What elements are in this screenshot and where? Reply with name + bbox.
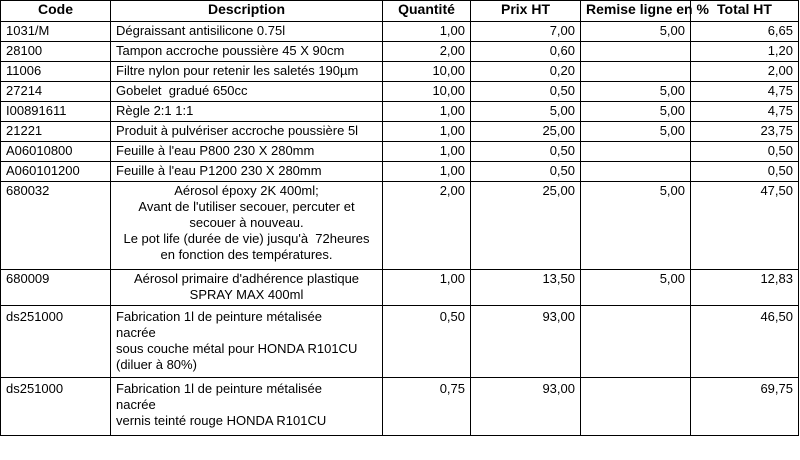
cell-remise: 5,00: [581, 102, 691, 122]
table-row: [1, 306, 799, 378]
cell-code: A060101200: [1, 162, 111, 182]
cell-quantite: 0,50: [383, 306, 471, 378]
cell-description: Filtre nylon pour retenir les saletés 190µm: [111, 62, 383, 82]
header-quantite: Quantité: [383, 1, 471, 22]
header-prix: Prix HT: [471, 1, 581, 22]
cell-description: Feuille à l'eau P1200 230 X 280mm: [111, 162, 383, 182]
table-row: [1, 142, 799, 162]
cell-code: ds251000: [1, 378, 111, 436]
cell-code: 680032: [1, 182, 111, 270]
cell-quantite: 10,00: [383, 82, 471, 102]
header-row: [1, 1, 799, 22]
description-line: vernis teinté rouge HONDA R101CU: [116, 413, 327, 428]
cell-description: [111, 270, 383, 306]
table-row: [1, 62, 799, 82]
cell-prix: 13,50: [471, 270, 581, 306]
table-row: [1, 270, 799, 306]
cell-total: 23,75: [691, 122, 799, 142]
description-line: SPRAY MAX 400ml: [189, 287, 304, 302]
cell-remise: 5,00: [581, 82, 691, 102]
cell-prix: 0,50: [471, 142, 581, 162]
cell-description: Feuille à l'eau P800 230 X 280mm: [111, 142, 383, 162]
description-line: Aérosol primaire d'adhérence plastique: [133, 271, 360, 286]
cell-code: 27214: [1, 82, 111, 102]
cell-prix: 7,00: [471, 22, 581, 42]
cell-code: 21221: [1, 122, 111, 142]
description-line: (diluer à 80%): [116, 357, 197, 372]
table-row: [1, 378, 799, 436]
cell-code: A06010800: [1, 142, 111, 162]
cell-quantite: 1,00: [383, 142, 471, 162]
cell-remise: [581, 306, 691, 378]
description-line: Avant de l'utiliser secouer, percuter et: [138, 199, 355, 214]
cell-total: 12,83: [691, 270, 799, 306]
description-line: Fabrication 1l de peinture métalisée: [116, 309, 322, 324]
cell-remise: [581, 142, 691, 162]
cell-total: 46,50: [691, 306, 799, 378]
cell-remise: 5,00: [581, 270, 691, 306]
cell-total: 4,75: [691, 82, 799, 102]
cell-remise: 5,00: [581, 182, 691, 270]
cell-prix: 25,00: [471, 122, 581, 142]
cell-prix: 0,50: [471, 162, 581, 182]
cell-remise: [581, 42, 691, 62]
cell-description: Produit à pulvériser accroche poussière 5l: [111, 122, 383, 142]
header-total: Total HT: [691, 1, 799, 22]
cell-prix: 0,60: [471, 42, 581, 62]
description-line: nacrée: [116, 397, 156, 412]
cell-prix: 0,50: [471, 82, 581, 102]
description-line: sous couche métal pour HONDA R101CU: [116, 341, 358, 356]
cell-quantite: 0,75: [383, 378, 471, 436]
cell-code: 1031/M: [1, 22, 111, 42]
cell-quantite: 1,00: [383, 162, 471, 182]
cell-remise: [581, 62, 691, 82]
cell-quantite: 1,00: [383, 122, 471, 142]
header-description: Description: [111, 1, 383, 22]
cell-code: 680009: [1, 270, 111, 306]
cell-description: [111, 182, 383, 270]
cell-quantite: 10,00: [383, 62, 471, 82]
cell-prix: 93,00: [471, 306, 581, 378]
cell-total: 6,65: [691, 22, 799, 42]
cell-code: I00891611: [1, 102, 111, 122]
cell-description: Règle 2:1 1:1: [111, 102, 383, 122]
header-code: Code: [1, 1, 111, 22]
cell-description: [111, 378, 383, 436]
table-row: [1, 102, 799, 122]
cell-code: 28100: [1, 42, 111, 62]
cell-prix: 5,00: [471, 102, 581, 122]
cell-code: ds251000: [1, 306, 111, 378]
description-line: Le pot life (durée de vie) jusqu'à 72heures: [123, 231, 370, 246]
cell-quantite: 1,00: [383, 270, 471, 306]
description-line: Aérosol époxy 2K 400ml;: [174, 183, 319, 198]
cell-description: Dégraissant antisilicone 0.75l: [111, 22, 383, 42]
description-line: Fabrication 1l de peinture métalisée: [116, 381, 322, 396]
description-line: en fonction des températures.: [160, 247, 333, 262]
cell-remise: 5,00: [581, 22, 691, 42]
cell-prix: 0,20: [471, 62, 581, 82]
cell-quantite: 2,00: [383, 42, 471, 62]
cell-description: [111, 306, 383, 378]
cell-code: 11006: [1, 62, 111, 82]
cell-total: 69,75: [691, 378, 799, 436]
cell-quantite: 2,00: [383, 182, 471, 270]
table-row: [1, 82, 799, 102]
cell-prix: 93,00: [471, 378, 581, 436]
cell-prix: 25,00: [471, 182, 581, 270]
table-row: [1, 122, 799, 142]
cell-total: 0,50: [691, 162, 799, 182]
cell-description: Gobelet gradué 650cc: [111, 82, 383, 102]
table-row: [1, 182, 799, 270]
cell-total: 1,20: [691, 42, 799, 62]
cell-quantite: 1,00: [383, 22, 471, 42]
table-row: [1, 42, 799, 62]
table-row: [1, 22, 799, 42]
cell-quantite: 1,00: [383, 102, 471, 122]
description-line: secouer à nouveau.: [189, 215, 304, 230]
cell-total: 0,50: [691, 142, 799, 162]
cell-remise: [581, 162, 691, 182]
table-row: [1, 162, 799, 182]
cell-total: 4,75: [691, 102, 799, 122]
cell-remise: [581, 378, 691, 436]
cell-total: 47,50: [691, 182, 799, 270]
description-line: nacrée: [116, 325, 156, 340]
cell-description: Tampon accroche poussière 45 X 90cm: [111, 42, 383, 62]
cell-total: 2,00: [691, 62, 799, 82]
header-remise: Remise ligne en %: [581, 1, 691, 22]
cell-remise: 5,00: [581, 122, 691, 142]
